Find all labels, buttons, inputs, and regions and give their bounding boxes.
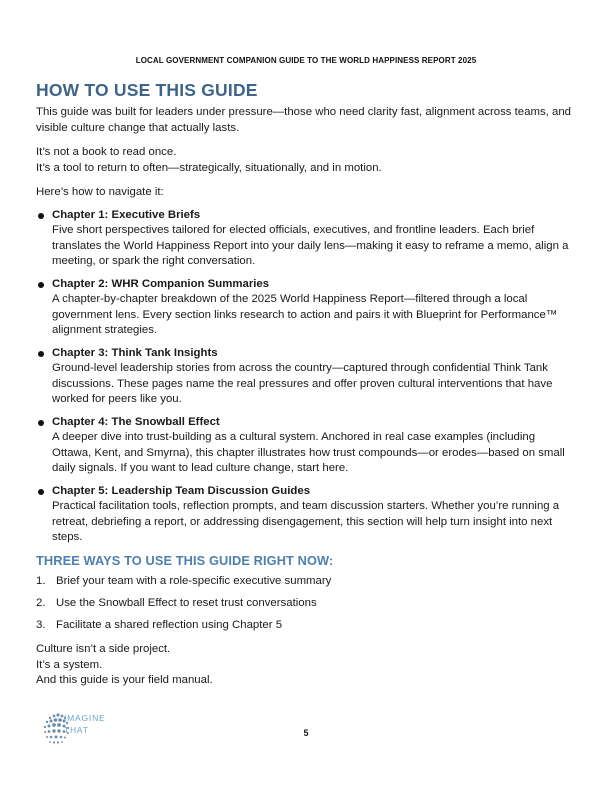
ways-number: 3. xyxy=(36,618,46,631)
chapter-title: Chapter 2: WHR Companion Summaries xyxy=(52,277,270,290)
page-title: HOW TO USE THIS GUIDE xyxy=(36,80,258,100)
chapter-title: Chapter 4: The Snowball Effect xyxy=(52,415,220,428)
page-content xyxy=(36,80,576,689)
ways-item xyxy=(36,596,576,612)
ways-item xyxy=(36,574,576,590)
navigate-lead: Here’s how to navigate it: xyxy=(36,186,164,198)
ways-text: Brief your team with a role-specific executive summary xyxy=(56,574,332,587)
chapter-item xyxy=(36,277,576,339)
tagline-line: It’s not a book to read once. xyxy=(36,146,177,158)
chapter-description: A deeper dive into trust-building as a cultural system. Anchored in real case examples (including Ottawa, Kent, and Smyrna), this chapter illustrates how trust compounds—or erodes—based on small daily signals. If you want to lead culture change, start here. xyxy=(52,431,565,474)
chapter-item xyxy=(36,346,576,408)
closing-line: And this guide is your field manual. xyxy=(36,674,213,686)
chapter-list xyxy=(36,208,576,546)
tagline-line: It’s a tool to return to often—strategically, situationally, and in motion. xyxy=(36,161,382,174)
bullet-icon xyxy=(38,282,44,288)
ways-text: Use the Snowball Effect to reset trust conversations xyxy=(56,596,317,609)
ways-item xyxy=(36,618,576,634)
bullet-icon xyxy=(38,489,44,495)
chapter-title: Chapter 3: Think Tank Insights xyxy=(52,346,218,359)
page-number: 5 xyxy=(303,728,309,738)
logo-line: IMAGINE xyxy=(64,713,106,723)
logo-line: THAT xyxy=(64,725,89,735)
chapter-item xyxy=(36,484,576,546)
intro-paragraph: This guide was built for leaders under pressure—those who need clarity fast, alignment across teams, and visible culture change that actually lasts. xyxy=(36,106,571,134)
tagline-block xyxy=(36,145,576,176)
chapter-description: Five short perspectives tailored for elected officials, executives, and frontline leaders. Each brief translates the World Happiness Report into your daily lens—making it easy to reframe a memo, align a meeting, or spark the right conversation. xyxy=(52,224,569,267)
bullet-icon xyxy=(38,351,44,357)
closing-line: Culture isn’t a side project. xyxy=(36,643,171,655)
chapter-title: Chapter 5: Leadership Team Discussion Guides xyxy=(52,484,311,497)
bullet-icon xyxy=(38,213,44,219)
ways-heading: THREE WAYS TO USE THIS GUIDE RIGHT NOW: xyxy=(36,552,334,568)
ways-number: 2. xyxy=(36,596,46,609)
running-header: LOCAL GOVERNMENT COMPANION GUIDE TO THE WORLD HAPPINESS REPORT 2025 xyxy=(135,56,477,65)
closing-line: It’s a system. xyxy=(36,658,103,671)
chapter-description: A chapter-by-chapter breakdown of the 2025 World Happiness Report—filtered through a local government lens. Every section links research to action and pairs it with Blueprint for Performance™ alignment strategies. xyxy=(52,293,558,336)
chapter-title: Chapter 1: Executive Briefs xyxy=(52,208,201,221)
chapter-description: Ground-level leadership stories from across the country—captured through confidential Think Tank discussions. These pages name the real pressures and offer proven cultural interventions that have worked for peers like you. xyxy=(52,362,553,405)
ways-text: Facilitate a shared reflection using Chapter 5 xyxy=(56,618,283,631)
ways-number: 1. xyxy=(36,574,46,587)
ways-list xyxy=(36,574,576,634)
closing-block xyxy=(36,642,576,689)
bullet-icon xyxy=(38,420,44,426)
chapter-item xyxy=(36,208,576,270)
chapter-item xyxy=(36,415,576,477)
chapter-description: Practical facilitation tools, reflection prompts, and team discussion starters. Whether you’re running a retreat, debriefing a report, or addressing disengagement, this section will help turn insight into next steps. xyxy=(52,500,560,543)
